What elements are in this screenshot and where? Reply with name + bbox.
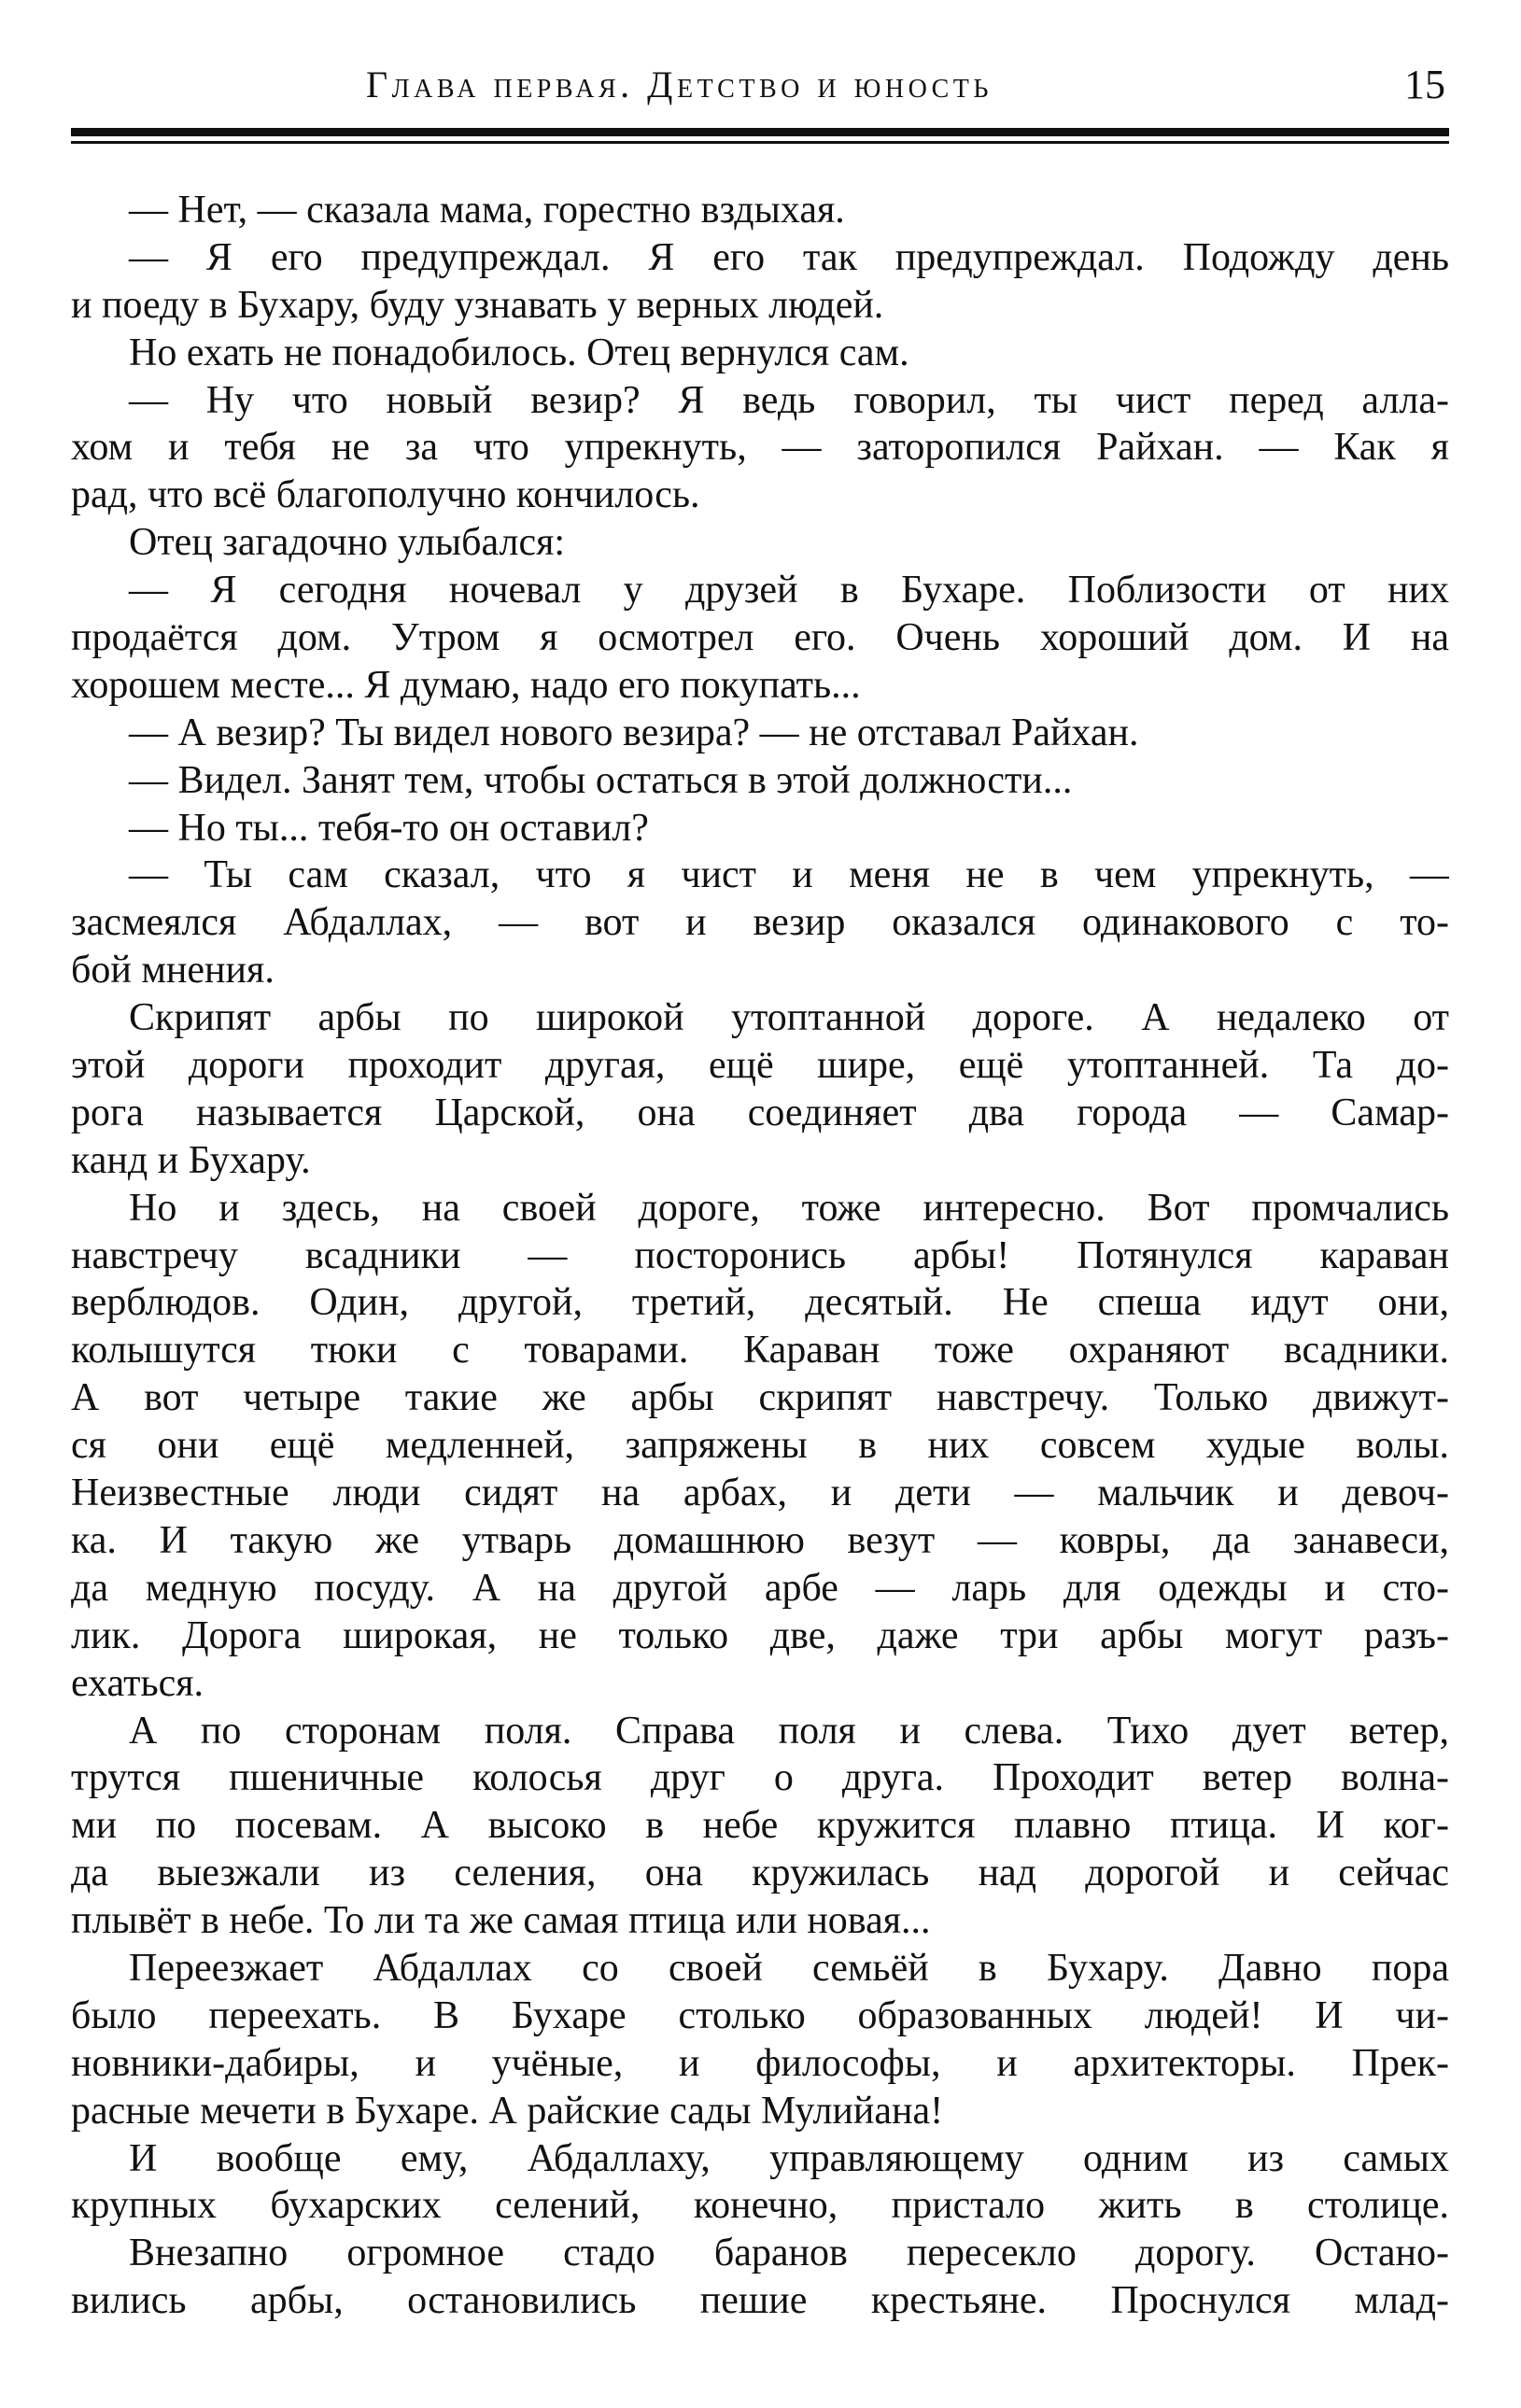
text-line: — Ты сам сказал, что я чист и меня не в чем упрекнуть, — (129, 853, 1449, 897)
text-line: навстречу всадники — посторонись арбы! Потянулся караван (71, 1233, 1449, 1277)
text-line: ка. И такую же утварь домашнюю везут — ковры, да занавеси, (71, 1518, 1449, 1562)
text-line: хорошем месте... Я думаю, надо его покупать... (71, 663, 861, 707)
header-rule-thin (71, 141, 1449, 144)
header-rule-thick (71, 128, 1449, 136)
text-line: — Видел. Занят тем, чтобы остаться в этой должности... (129, 758, 1073, 802)
text-line: А вот четыре такие же арбы скрипят навстречу. Только движут- (71, 1376, 1449, 1420)
text-line: этой дороги проходит другая, ещё шире, ещё утоптанней. Та до- (71, 1044, 1449, 1088)
text-line: — А везир? Ты видел нового везира? — не отставал Райхан. (129, 711, 1139, 754)
text-line: было переехать. В Бухаре столько образованных людей! И чи- (71, 1993, 1449, 2037)
text-line: — Нет, — сказала мама, горестно вздыхая. (129, 189, 845, 232)
text-line: колышутся тюки с товарами. Караван тоже охраняют всадники. (71, 1329, 1449, 1373)
text-line: Внезапно огромное стадо баранов пересекло дорогу. Остано- (129, 2232, 1449, 2275)
text-line: крупных бухарских селений, конечно, пристало жить в столице. (71, 2184, 1449, 2228)
text-line: Скрипят арбы по широкой утоптанной дороге. А недалеко от (129, 996, 1449, 1040)
text-line: рога называется Царской, она соединяет два города — Самар- (71, 1091, 1449, 1134)
text-line: продаётся дом. Утром я осмотрел его. Очень хороший дом. И на (71, 616, 1449, 660)
text-line: — Ну что новый везир? Я ведь говорил, ты чист перед алла- (129, 378, 1449, 422)
text-line: да медную посуду. А на другой арбе — ларь для одежды и сто- (71, 1566, 1449, 1610)
text-line: — Но ты... тебя-то он оставил? (129, 806, 649, 850)
text-line: — Я его предупреждал. Я его так предупреждал. Подожду день (129, 235, 1449, 279)
text-line: бой мнения. (71, 949, 275, 993)
text-line: новники-дабиры, и учёные, и философы, и архитекторы. Прек- (71, 2041, 1449, 2085)
text-line: трутся пшеничные колосья друг о друга. Проходит ветер волна- (71, 1756, 1449, 1800)
text-line: рад, что всё благополучно кончилось. (71, 473, 700, 517)
text-line: ся они ещё медленней, запряжены в них совсем худые волы. (71, 1424, 1449, 1468)
text-line: лик. Дорога широкая, не только две, даже три арбы могут разъ- (71, 1613, 1449, 1657)
chapter-title: Глава первая. Детство и юность (366, 63, 993, 106)
text-line: Отец загадочно улыбался: (129, 521, 566, 565)
text-line: А по сторонам поля. Справа поля и слева. Тихо дует ветер, (129, 1709, 1449, 1753)
body-text (71, 187, 1449, 2325)
text-line: и поеду в Бухару, буду узнавать у верных людей. (71, 283, 884, 327)
running-header (71, 56, 1449, 121)
text-line: расные мечети в Бухаре. А райские сады Мулийана! (71, 2089, 944, 2133)
text-line: Но и здесь, на своей дороге, тоже интересно. Вот промчались (129, 1186, 1449, 1230)
text-line: засмеялся Абдаллах, — вот и везир оказался одинакового с то- (71, 901, 1449, 945)
text-line: да выезжали из селения, она кружилась над дорогой и сейчас (71, 1852, 1449, 1895)
page-number: 15 (1404, 62, 1445, 107)
text-line: — Я сегодня ночевал у друзей в Бухаре. Поблизости от них (129, 569, 1449, 613)
text-line: канд и Бухару. (71, 1138, 311, 1182)
text-line: ми по посевам. А высоко в небе кружится плавно птица. И ког- (71, 1804, 1449, 1848)
text-line: верблюдов. Один, другой, третий, десятый. Не спеша идут они, (71, 1281, 1449, 1325)
text-line: Неизвестные люди сидят на арбах, и дети — мальчик и девоч- (71, 1472, 1449, 1515)
text-line: хом и тебя не за что упрекнуть, — заторопился Райхан. — Как я (71, 426, 1449, 470)
text-line: вились арбы, остановились пешие крестьяне. Проснулся млад- (71, 2279, 1449, 2323)
text-line: И вообще ему, Абдаллаху, управляющему одним из самых (129, 2136, 1449, 2180)
text-line: Но ехать не понадобилось. Отец вернулся сам. (129, 331, 909, 374)
text-line: ехаться. (71, 1661, 204, 1705)
text-line: плывёт в небе. То ли та же самая птица или новая... (71, 1899, 931, 1943)
text-line: Переезжает Абдаллах со своей семьёй в Бухару. Давно пора (129, 1946, 1449, 1990)
